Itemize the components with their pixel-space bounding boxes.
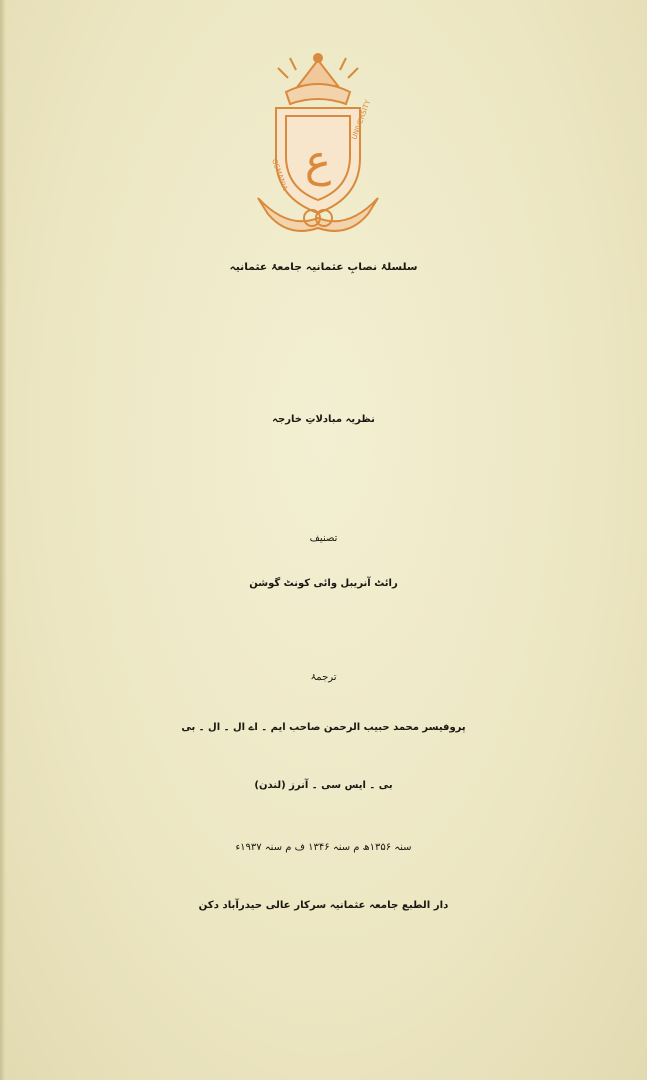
- publisher: دار الطبع جامعہ عثمانیہ سرکار عالی حیدرآباد دکن: [198, 900, 449, 911]
- crest-letter: ع: [304, 136, 332, 187]
- publication-dates: سنہ ۱۳۵۶ھ م سنہ ۱۳۴۶ ف م سنہ ۱۹۳۷ء: [235, 842, 412, 853]
- crest-motto-right: UNIVERSITY: [350, 98, 373, 141]
- author-label: تصنیف: [309, 533, 338, 544]
- series-title: سلسلۂ نصابِ عثمانیہ جامعۂ عثمانیہ: [229, 262, 418, 273]
- book-title: نظریہ مبادلاتِ خارجہ: [272, 414, 375, 425]
- translator-name: پروفیسر محمد حبیب الرحمن صاحب ایم ۔ اے ال ۔ ال ۔ بی: [181, 722, 466, 733]
- author-name: رائٹ آنریبل وائی کونٹ گوشن: [249, 578, 398, 589]
- translator-label: ترجمۂ: [310, 672, 337, 683]
- crest-motto-left: OSMANIA: [270, 157, 289, 192]
- translator-degrees: بی ۔ ایس سی ۔ آنرز (لندن): [254, 780, 393, 791]
- university-crest-icon: [228, 48, 408, 238]
